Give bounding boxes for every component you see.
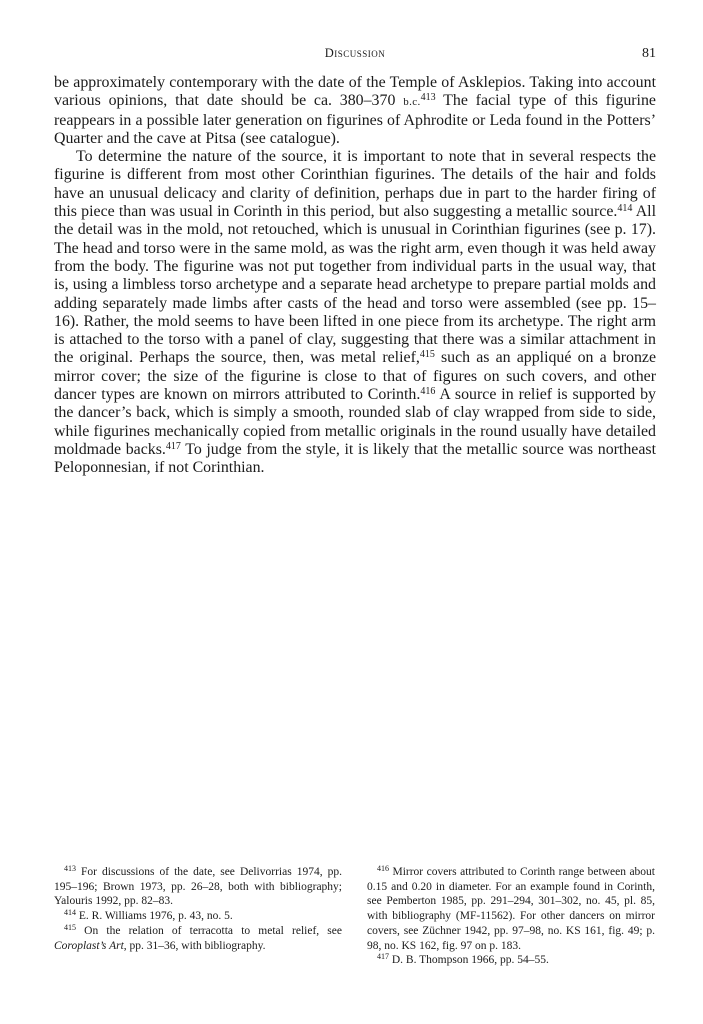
footnote-text: , pp. 31–36, with bibliography. xyxy=(123,939,266,952)
footnote-413 xyxy=(54,865,342,909)
footnote-text: For discussions of the date, see Delivorrias 1974, pp. 195–196; Brown 1973, pp. 26–28, both with bibliography; Yalouris 1992, pp. 82–83. xyxy=(54,866,342,908)
p1-text-a: be approximately contemporary with the date of the Temple of Asklepios. Taking into account various opinions, that date should be ca. 380–370 xyxy=(54,74,656,110)
bc-abbrev: b.c. xyxy=(403,96,421,109)
footnote-ref-416[interactable]: 416 xyxy=(420,386,436,398)
footnote-417 xyxy=(367,953,655,968)
footnote-number: 415 xyxy=(64,922,76,932)
footnote-ref-414[interactable]: 414 xyxy=(617,203,633,215)
p2-text-a: To determine the nature of the source, it is important to note that in several respects the figurine is different from most other Corinthian figurines. The details of the hair and folds have an unusual delicacy and clarity of definition, perhaps due in part to the harder firing of this piece than was usual in Corinth in this period, but also suggesting a metallic source. xyxy=(54,148,656,221)
footnote-text: D. B. Thompson 1966, pp. 54–55. xyxy=(389,954,549,967)
footnote-414 xyxy=(54,909,342,924)
footnote-ref-413[interactable]: 413 xyxy=(420,92,436,104)
running-head: Discussion xyxy=(324,46,386,60)
footnote-italic-title: Coroplast’s Art xyxy=(54,939,124,952)
p2-text-d: A source in relief is supported by the dancer’s back, which is simply a smooth, rounded slab of clay wrapped from side to side, while figurines mechanically copied from metallic originals in the round usually have detailed moldmade backs. xyxy=(54,386,656,458)
footnote-number: 414 xyxy=(64,908,76,918)
paragraph-2 xyxy=(54,148,656,477)
page-header xyxy=(54,46,656,66)
footnote-number: 416 xyxy=(377,864,389,873)
footnote-text: E. R. Williams 1976, p. 43, no. 5. xyxy=(76,910,233,923)
p2-text-c: such as an appliqué on a bronze mirror cover; the size of the figurine is close to that of figures on such covers, and other dancer types are known on mirrors attributed to Corinth. xyxy=(54,349,656,404)
footnote-ref-415[interactable]: 415 xyxy=(419,349,435,361)
footnote-ref-417[interactable]: 417 xyxy=(165,440,181,452)
p2-text-b: All the detail was in the mold, not retouched, which is unusual in Corinthian figurines (see p. 17). The head and torso were in the same mold, as was the right arm, even though it was held away from the body. The figurine was not put together from individual parts in the usual way, that is, using a limbless torso archetype and a separate head archetype to prepare partial molds and adding separately made limbs after casts of the head and torso were assembled (see pp. 15–16). Rather, the mold seems to have been lifted in one piece from its archetype. The right arm is attached to the torso with a panel of clay, suggesting that there was a similar attachment in the original. Perhaps the source, then, was metal relief, xyxy=(54,203,656,367)
footnote-column-left xyxy=(54,865,342,953)
footnote-column-right xyxy=(367,865,655,968)
footnote-416 xyxy=(367,865,655,953)
footnote-number: 417 xyxy=(377,952,389,962)
main-text xyxy=(54,74,656,478)
footnote-text: Mirror covers attributed to Corinth range between about 0.15 and 0.20 in diameter. For an example found in Corinth, see Pemberton 1985, pp. 291–294, 301–302, no. 45, pl. 85, with bibliography (MF-11562). For other dancers on mirror covers, see Züchner 1942, pp. 97–98, no. KS 161, fig. 49; p. 98, no. KS 162, fig. 97 on p. 183. xyxy=(367,866,655,952)
p2-text-e: To judge from the style, it is likely that the metallic source was northeast Peloponnesian, if not Corinthian. xyxy=(54,440,656,477)
p1-text-b: The facial type of this figurine reappears in a possible later generation on figurines of Aphrodite or Leda found in the Potters’ Quarter and the cave at Pitsa (see catalogue). xyxy=(54,92,656,147)
page-number: 81 xyxy=(642,46,656,61)
paragraph-1 xyxy=(54,74,656,148)
footnote-number: 413 xyxy=(64,864,76,873)
footnote-text: On the relation of terracotta to metal relief, see xyxy=(76,924,342,937)
footnote-415 xyxy=(54,924,342,953)
